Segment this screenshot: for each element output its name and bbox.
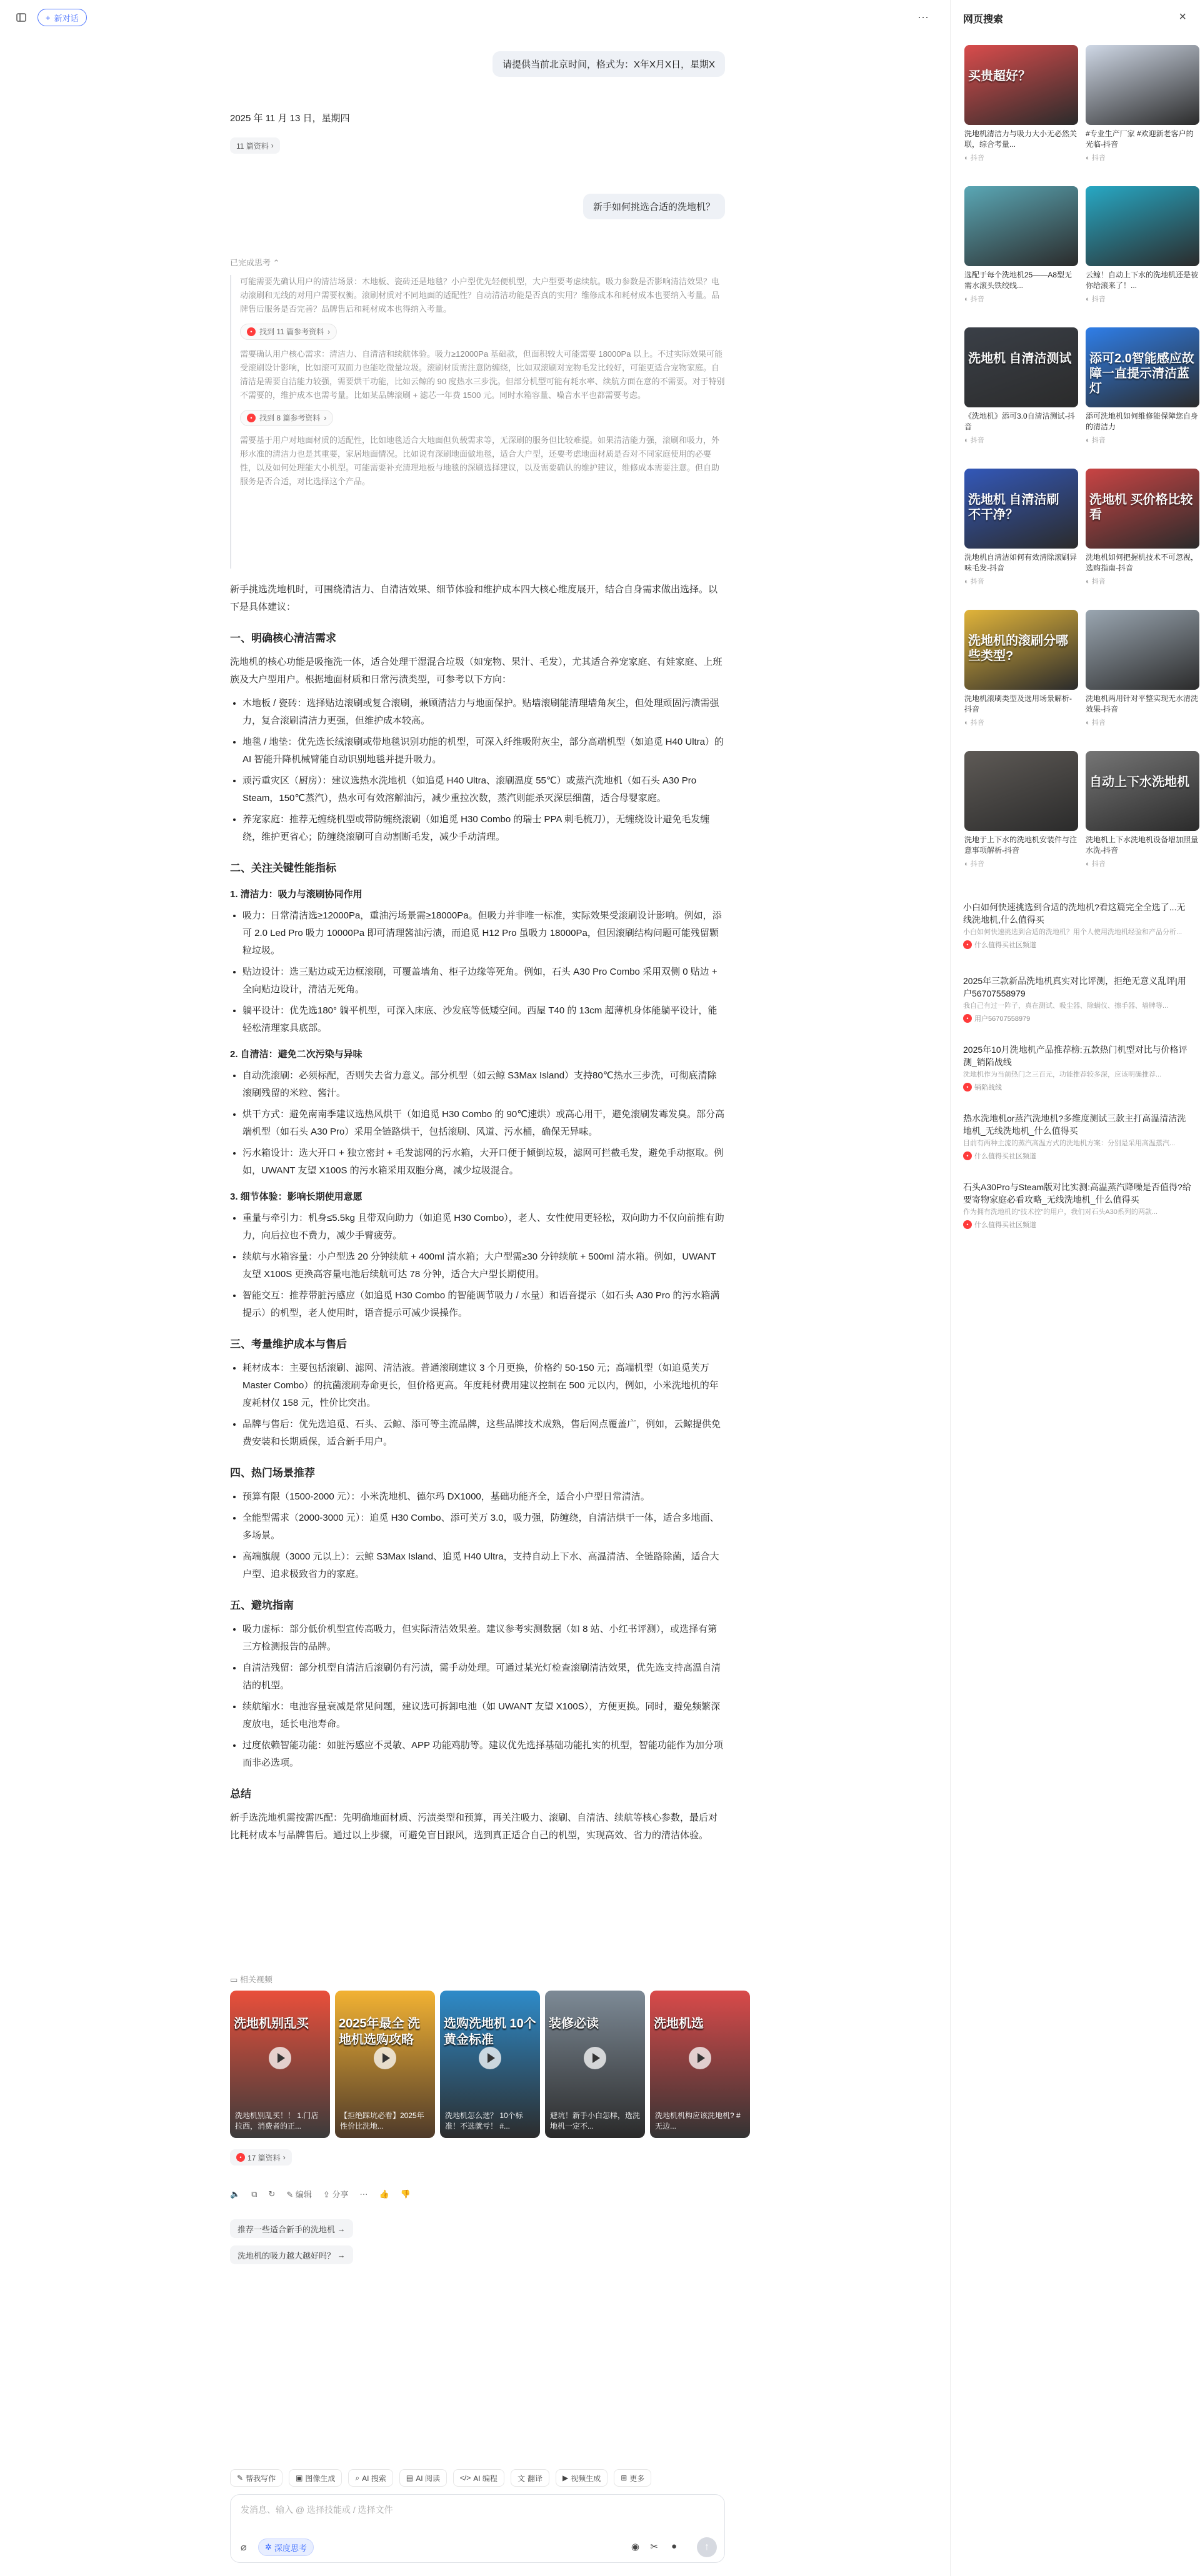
list-item: • 吸力：日常清洁选≥12000Pa，重油污场景需≥18000Pa。但吸力并非唯一标准，实际效果受滚刷设计影响。例如，添可 2.0 Led Pro 吸力 10000Pa 即可清理酱油污渍，而追觅 H12 Pro 虽吸力 18000Pa，但因滚刷结构问题可能残留颗粒垃圾。 bbox=[242, 907, 725, 960]
video-caption: 避坑！新手小白怎样，选洗地机一定不... bbox=[550, 2111, 641, 2131]
reference-chip-1[interactable] bbox=[230, 137, 280, 154]
card-source-label: 抖音 bbox=[1091, 296, 1106, 303]
tool-label: AI 编程 bbox=[473, 2474, 498, 2483]
card-source bbox=[964, 435, 1078, 445]
more-options-icon[interactable]: ··· bbox=[918, 10, 929, 23]
video-icon: ▶ bbox=[562, 2474, 569, 2482]
douyin-icon: ◐ bbox=[1086, 578, 1090, 585]
tool-coding[interactable] bbox=[453, 2469, 504, 2487]
douyin-icon: ◐ bbox=[1086, 437, 1090, 444]
search-chip-label: 找到 11 篇参考资料 bbox=[259, 327, 324, 336]
card-source bbox=[964, 294, 1078, 304]
source-logo-icon: • bbox=[963, 1014, 972, 1023]
video-card[interactable] bbox=[335, 1991, 435, 2138]
card-source bbox=[1086, 152, 1199, 162]
article-title: 2025年三款新品洗地机真实对比评测，拒绝无意义乱评|用户56707558979 bbox=[963, 976, 1186, 998]
edit-label: 编辑 bbox=[295, 2190, 312, 2199]
douyin-icon: ◐ bbox=[964, 860, 969, 868]
deep-think-label: 深度思考 bbox=[274, 2543, 307, 2553]
tool-label: 帮我写作 bbox=[246, 2474, 276, 2483]
thumbnail-text: 洗地机 买价格比较看 bbox=[1089, 493, 1193, 522]
robot-icon[interactable]: ◉ bbox=[631, 2542, 639, 2552]
video-title-overlay: 2025年最全 洗地机选购攻略 bbox=[339, 2017, 421, 2047]
list-item: • 续航与水箱容量：小户型选 20 分钟续航 + 400ml 清水箱；大户型需≥30 分钟续航 + 500ml 清水箱。例如，UWANT 友望 X100S 更换高容量电池后续航可达 78 分钟，适合大户型长期使用。 bbox=[242, 1248, 725, 1283]
message-input-box[interactable] bbox=[230, 2494, 725, 2563]
video-card[interactable] bbox=[650, 1991, 750, 2138]
tool-label: 更多 bbox=[629, 2474, 645, 2483]
search-result-card[interactable] bbox=[1086, 186, 1199, 304]
list-item: • 贴边设计：选三贴边或无边框滚刷，可覆盖墙角、柜子边缘等死角。例如，石头 A30 Pro Combo 采用双侧 0 贴边 + 全向贴边设计，清洁无死角。 bbox=[242, 963, 725, 998]
video-caption: 洗地机别乱买！！ 1.门店拉西，消费者的正... bbox=[235, 2111, 319, 2131]
video-caption: 【拒绝踩坑必看】2025年性价比洗地... bbox=[340, 2111, 424, 2131]
card-thumbnail bbox=[964, 186, 1078, 266]
card-title: 洗地机滚刷类型及选用场景解析-抖音 bbox=[964, 694, 1072, 714]
card-source-label: 抖音 bbox=[1091, 719, 1106, 727]
message-input[interactable]: 发消息、输入 @ 选择技能或 / 选择文件 bbox=[241, 2505, 393, 2515]
card-thumbnail bbox=[964, 469, 1078, 549]
tool-label: 翻译 bbox=[527, 2474, 542, 2483]
arrow-up-icon: ↑ bbox=[704, 2542, 709, 2552]
list-item: • 续航缩水：电池容量衰减是常见问题，建议选可拆卸电池（如 UWANT 友望 X100S），方便更换。同时，避免频繁深度放电，延长电池寿命。 bbox=[242, 1698, 725, 1733]
atom-icon: ✲ bbox=[265, 2542, 272, 2552]
tool-label: AI 阅读 bbox=[416, 2474, 440, 2483]
card-thumbnail bbox=[1086, 469, 1199, 549]
panel-title: 网页搜索 bbox=[963, 14, 1004, 25]
list-item: • 高端旗舰（3000 元以上）：云鲸 S3Max Island、追觅 H40 Ultra，支持自动上下水、高温清洁、全链路除菌，适合大户型、追求极致省力的家庭。 bbox=[242, 1548, 725, 1583]
list-item: • 躺平设计：优先选180° 躺平机型，可深入床底、沙发底等低矮空间。西屋 T40 的 13cm 超薄机身体能躺平设计，能轻松清理家具底部。 bbox=[242, 1002, 725, 1037]
pen-icon: ✎ bbox=[237, 2474, 244, 2482]
tool-search[interactable] bbox=[348, 2469, 392, 2487]
bullet-list bbox=[242, 1210, 725, 1322]
card-source-label: 抖音 bbox=[970, 437, 984, 444]
tool-label: 图像生成 bbox=[305, 2474, 336, 2483]
microphone-icon[interactable]: ● bbox=[671, 2541, 677, 2552]
search-result-card[interactable] bbox=[1086, 469, 1199, 586]
grid-icon: ⊞ bbox=[621, 2474, 628, 2482]
tool-video[interactable] bbox=[556, 2469, 608, 2487]
article-source-label: 用户56707558979 bbox=[974, 1015, 1031, 1023]
search-chip-label: 找到 8 篇参考资料 bbox=[259, 414, 321, 422]
card-source bbox=[1086, 294, 1199, 304]
article-snippet: 作为拥有洗地机的“技术控”的用户，我们对石头A30系列的两款... bbox=[963, 1208, 1158, 1216]
related-videos-row bbox=[230, 1991, 741, 2138]
card-title: 云鲸！自动上下水的洗地机还是被你给滚来了！... bbox=[1086, 271, 1199, 290]
tool-reading[interactable] bbox=[399, 2469, 447, 2487]
card-thumbnail bbox=[1086, 327, 1199, 407]
document-icon: ▤ bbox=[406, 2474, 414, 2482]
chevron-right-icon: › bbox=[282, 2153, 286, 2162]
thought-process bbox=[230, 275, 725, 569]
related-videos-text: 相关视频 bbox=[239, 1975, 272, 1984]
play-icon bbox=[269, 2047, 291, 2069]
thumb-down-icon[interactable]: 👎 bbox=[400, 2189, 411, 2199]
video-caption: 洗地机机构应该洗地机? #无边... bbox=[655, 2111, 741, 2131]
list-item: • 品牌与售后：优先选追觅、石头、云鲸、添可等主流品牌，这些品牌技术成熟，售后网点覆盖广，例如，云鲸提供免费安装和长期质保，适合新手用户。 bbox=[242, 1416, 725, 1451]
douyin-icon: ◐ bbox=[964, 296, 969, 303]
card-source-label: 抖音 bbox=[970, 578, 984, 585]
douyin-icon: ◐ bbox=[964, 578, 969, 585]
subsection-heading: 1. 清洁力：吸力与滚刷协同作用 bbox=[230, 889, 362, 900]
card-title: 洗地机两用针对平整实现无水清洗效果-抖音 bbox=[1086, 694, 1199, 714]
tool-image[interactable] bbox=[289, 2469, 342, 2487]
douyin-icon: ◐ bbox=[1086, 296, 1090, 303]
card-title: 洗地机如何把握机技术不可忽视，选购指南-抖音 bbox=[1086, 553, 1199, 572]
video-card[interactable] bbox=[440, 1991, 540, 2138]
article-source-label: 什么值得买社区频道 bbox=[974, 1221, 1036, 1229]
bullet-list bbox=[242, 1067, 725, 1180]
search-result-chip[interactable] bbox=[240, 410, 333, 426]
search-result-card[interactable] bbox=[964, 751, 1078, 868]
subsection-heading: 2. 自清洁：避免二次污染与异味 bbox=[230, 1049, 362, 1060]
article-snippet: 目前有两种主流的蒸汽高温方式的洗地机方案：分别是采用高温蒸汽... bbox=[963, 1140, 1176, 1147]
play-icon bbox=[374, 2047, 396, 2069]
douyin-icon: ◐ bbox=[964, 719, 969, 727]
translate-icon: 文 bbox=[517, 2474, 525, 2483]
sidebar-toggle-icon[interactable] bbox=[14, 10, 29, 25]
share-label: 分享 bbox=[332, 2190, 349, 2199]
article-source bbox=[963, 1220, 1192, 1230]
play-icon bbox=[479, 2047, 501, 2069]
search-result-chip[interactable] bbox=[240, 324, 337, 340]
summary-paragraph: 新手选洗地机需按需匹配：先明确地面材质、污渍类型和预算，再关注吸力、滚刷、自清洁、续航等核心参数，最后对比耗材成本与品牌售后。通过以上步骤，可避免盲目跟风，选到真正适合自己的机型，实现高效、省力的清洁体验。 bbox=[230, 1813, 718, 1841]
refresh-icon[interactable]: ↻ bbox=[268, 2189, 276, 2199]
video-caption: 洗地机怎么选？ 10个标准！不选就亏！ #... bbox=[445, 2111, 523, 2131]
card-title: 添可洗地机如何维修能保障您自身的清洁力 bbox=[1086, 412, 1199, 431]
search-result-article[interactable] bbox=[963, 975, 1192, 1023]
card-thumbnail bbox=[1086, 751, 1199, 831]
card-source-label: 抖音 bbox=[970, 860, 984, 868]
section-paragraph: 洗地机的核心功能是吸拖洗一体，适合处理干湿混合垃圾（如宠物、果汁、毛发），尤其适合养宠家庭、有娃家庭、上班族及大户型用户。根据地面材质和日常污渍类型，可参考以下方向： bbox=[230, 657, 722, 685]
search-result-article[interactable] bbox=[963, 1043, 1192, 1092]
section-heading: 一、明确核心清洁需求 bbox=[230, 632, 336, 644]
card-source bbox=[964, 152, 1078, 162]
bullet-list bbox=[242, 695, 725, 846]
card-thumbnail bbox=[964, 45, 1078, 125]
attachment-icon[interactable]: ⌀ bbox=[241, 2542, 247, 2553]
reference-chip-2[interactable] bbox=[230, 2149, 292, 2166]
search-result-card[interactable] bbox=[964, 327, 1078, 445]
card-thumbnail bbox=[1086, 45, 1199, 125]
reference-count: 11 篇资料 bbox=[236, 141, 269, 151]
search-result-card[interactable] bbox=[1086, 610, 1199, 727]
list-item: • 过度依赖智能功能：如脏污感应不灵敏、APP 功能鸡肋等。建议优先选择基础功能扎实的机型，智能功能作为加分项而非必选项。 bbox=[242, 1737, 725, 1772]
section-heading: 五、避坑指南 bbox=[230, 1599, 294, 1611]
chevron-right-icon: › bbox=[271, 141, 274, 150]
list-item: • 污水箱设计：选大开口 + 独立密封 + 毛发滤网的污水箱，大开口便于倾倒垃圾，滤网可拦截毛发，避免手动抠取。例如，UWANT 友望 X100S 的污水箱采用双胞分离，减少垃圾混合。 bbox=[242, 1145, 725, 1180]
card-thumbnail bbox=[1086, 610, 1199, 690]
article-snippet: 我自己有过一阵子，真在测试、吸尘器、除螨仪、擦手器、墙牌等... bbox=[963, 1002, 1169, 1010]
thought-toggle-label: 已完成思考 bbox=[230, 258, 271, 267]
card-source-label: 抖音 bbox=[1091, 154, 1106, 162]
list-item: • 重量与牵引力：机身≤5.5kg 且带双向助力（如追觅 H30 Combo），老人、女性使用更轻松，双向助力不仅向前推有助力，向后拉也不费力，减少手臂疲劳。 bbox=[242, 1210, 725, 1245]
video-card[interactable] bbox=[230, 1991, 330, 2138]
douyin-icon: ◐ bbox=[964, 437, 969, 444]
article-source-label: 什么值得买社区频道 bbox=[974, 1153, 1036, 1160]
more-icon[interactable]: ··· bbox=[359, 2189, 368, 2199]
bullet-list bbox=[242, 1488, 725, 1583]
thumbnail-text: 自动上下水洗地机 bbox=[1089, 775, 1189, 789]
message-actions bbox=[230, 2188, 411, 2200]
scissors-icon[interactable]: ✂ bbox=[650, 2542, 658, 2552]
search-result-article[interactable] bbox=[963, 1112, 1192, 1161]
source-logo-icon: • bbox=[963, 940, 972, 949]
article-snippet: 洗地机作为当前热门之三百元，功能推荐较多深，应该明确推荐... bbox=[963, 1071, 1162, 1078]
answer-body bbox=[230, 581, 725, 1851]
card-thumbnail bbox=[1086, 186, 1199, 266]
card-source bbox=[964, 717, 1078, 727]
search-result-article[interactable] bbox=[963, 1181, 1192, 1230]
card-title: 洗地机清洁力与吸力大小无必然关联，综合考量... bbox=[964, 129, 1078, 149]
video-title-overlay: 洗地机选 bbox=[654, 2017, 704, 2031]
section-heading: 二、关注关键性能指标 bbox=[230, 862, 336, 874]
tool-translate[interactable] bbox=[511, 2469, 549, 2487]
douyin-icon: ◐ bbox=[1086, 719, 1090, 727]
article-source bbox=[963, 1013, 1192, 1023]
search-icon: ⌕ bbox=[355, 2473, 360, 2482]
play-icon bbox=[584, 2047, 606, 2069]
search-result-card[interactable] bbox=[1086, 327, 1199, 445]
card-source bbox=[964, 858, 1078, 868]
speaker-icon[interactable]: 🔈 bbox=[230, 2189, 241, 2199]
card-source-label: 抖音 bbox=[1091, 578, 1106, 585]
card-source-label: 抖音 bbox=[970, 154, 984, 162]
video-title-overlay: 选购洗地机 10个黄金标准 bbox=[444, 2017, 536, 2047]
article-source bbox=[963, 1082, 1192, 1092]
article-source-label: 销陷战线 bbox=[974, 1084, 1002, 1092]
list-item: • 智能交互：推荐带脏污感应（如追觅 H30 Combo 的智能调节吸力 / 水量）和语音提示（如石头 A30 Pro 的污水箱满提示）的机型，老人使用时，语音提示可减少误操作。 bbox=[242, 1287, 725, 1322]
douyin-icon: ◐ bbox=[1086, 860, 1090, 868]
article-source bbox=[963, 1151, 1192, 1161]
list-item: • 自动洗滚刷：必须标配，否则失去省力意义。部分机型（如云鲸 S3Max Island）支持80℃热水三步洗，可彻底清除滚刷残留的米粒、酱汁。 bbox=[242, 1067, 725, 1102]
article-title: 2025年10月洗地机产品推荐榜:五款热门机型对比与价格评测_销陷战线 bbox=[963, 1045, 1188, 1067]
list-item: • 地毯 / 地垫：优先选长绒滚刷或带地毯识别功能的机型，可深入纤维吸附灰尘，部分高端机型（如追觅 H40 Ultra）的 AI 智能升降机械臂能自动识别地毯并提升吸力。 bbox=[242, 734, 725, 768]
tool-label: AI 搜索 bbox=[362, 2474, 386, 2483]
article-title: 小白如何快速挑选到合适的洗地机?看这篇完全全选了...无线洗地机,什么值得买 bbox=[963, 902, 1186, 925]
article-snippet: 小白如何快速挑选到合适的洗地机？用个人使用洗地机经验和产品分析... bbox=[963, 928, 1182, 936]
plus-icon: + bbox=[46, 12, 51, 22]
summary-heading: 总结 bbox=[230, 1788, 251, 1800]
card-title: 洗地机自清洁如何有效清除滚刷异味毛发-抖音 bbox=[964, 553, 1078, 572]
section-heading: 四、热门场景推荐 bbox=[230, 1467, 315, 1479]
search-result-card[interactable] bbox=[964, 45, 1078, 162]
subsection-heading: 3. 细节体验：影响长期使用意愿 bbox=[230, 1191, 362, 1202]
list-item: • 顽污重灾区（厨房）：建议选热水洗地机（如追觅 H40 Ultra、滚刷温度 55℃）或蒸汽洗地机（如石头 A30 Pro Steam，150℃蒸汽），热水可有效溶解油污，减少重拉次数，蒸汽则能杀灭深层细菌，适合母婴家庭。 bbox=[242, 772, 725, 807]
top-bar bbox=[0, 0, 950, 35]
video-icon: ▭ bbox=[230, 1975, 238, 1984]
share-button[interactable]: ⇪ 分享 bbox=[322, 2190, 349, 2199]
suggestion-button[interactable]: 洗地机的吸力越大越好吗？ → bbox=[230, 2245, 353, 2264]
article-title: 热水洗地机or蒸汽洗地机?多维度测试三款主打高温清洁洗地机_无线洗地机_什么值得买 bbox=[963, 1113, 1186, 1136]
web-search-panel bbox=[950, 0, 1200, 2576]
list-item: • 吸力虚标：部分低价机型宣传高吸力，但实际清洁效果差。建议参考实测数据（如 8 站、小红书评测），或选择有第三方检测报告的品牌。 bbox=[242, 1621, 725, 1656]
tool-more[interactable] bbox=[614, 2469, 651, 2487]
thumbnail-text: 洗地机 自清洁测试 bbox=[968, 352, 1072, 366]
article-source-label: 什么值得买社区频道 bbox=[974, 942, 1036, 949]
chevron-right-icon: › bbox=[324, 414, 327, 422]
card-title: 洗地机上下水洗地机设备增加照量水洗-抖音 bbox=[1086, 835, 1199, 855]
tool-label: 视频生成 bbox=[571, 2474, 601, 2483]
copy-icon[interactable]: ⧉ bbox=[251, 2189, 258, 2199]
thought-paragraph: 可能需要先确认用户的清洁场景：木地板、瓷砖还是地毯？小户型优先轻便机型，大户型要考虑续航。吸力参数是否影响清洁效果？电动滚刷和无线的对用户需要权衡。滚刷材质对不同地面的适配性？自动清洁功能是否真的实用？维修成本和耗材成本也要纳入考量。品牌售后服务是否完善？品牌售后和耗材成本也得纳入考量。 bbox=[240, 277, 720, 314]
card-source-label: 抖音 bbox=[970, 296, 984, 303]
tool-writing[interactable] bbox=[230, 2469, 282, 2487]
search-result-card[interactable] bbox=[1086, 751, 1199, 868]
card-thumbnail bbox=[964, 327, 1078, 407]
chevron-up-icon: ⌃ bbox=[272, 258, 280, 267]
tool-bar bbox=[230, 2469, 651, 2487]
image-icon: ▣ bbox=[296, 2474, 303, 2482]
close-icon[interactable]: × bbox=[1179, 10, 1186, 24]
search-result-card[interactable] bbox=[964, 610, 1078, 727]
thumb-up-icon[interactable]: 👍 bbox=[379, 2189, 389, 2199]
search-logo-icon: • bbox=[236, 2153, 245, 2162]
card-title: 《洗地机》添可3.0自清洁测试-抖音 bbox=[964, 412, 1075, 431]
thumbnail-text: 添可2.0智能感应故障一直提示清洁蓝灯 bbox=[1089, 352, 1194, 395]
article-source bbox=[963, 940, 1192, 950]
reference-count: 17 篇资料 bbox=[248, 2153, 281, 2162]
suggestion-label: 洗地机的吸力越大越好吗？ bbox=[238, 2250, 336, 2260]
video-title-overlay: 装修必读 bbox=[549, 2017, 599, 2031]
list-item: • 养宠家庭：推荐无缠绕机型或带防缠绕滚刷（如追觅 H30 Combo 的瑞士 PPA 刺毛梳刀），无缠绕设计避免毛发缠绕，维护更省心；防缠绕滚刷可自动割断毛发，减少手动清理。 bbox=[242, 811, 725, 846]
search-result-card[interactable] bbox=[964, 469, 1078, 586]
related-videos-label bbox=[230, 1973, 272, 1985]
list-item: • 预算有限（1500-2000 元）：小米洗地机、德尔玛 DX1000，基础功能齐全，适合小户型日常清洁。 bbox=[242, 1488, 725, 1506]
search-result-card[interactable] bbox=[1086, 45, 1199, 162]
list-item: • 木地板 / 瓷砖：选择贴边滚刷或复合滚刷，兼顾清洁力与地面保护。贴墙滚刷能清理墙角灰尘，但处理顽固污渍需强力，复合滚刷清洁力更强，但维护成本较高。 bbox=[242, 695, 725, 730]
source-logo-icon: • bbox=[963, 1151, 972, 1160]
answer-1: 2025 年 11 月 13 日，星期四 bbox=[230, 113, 350, 124]
answer-intro: 新手挑选洗地机时，可围绕清洁力、自清洁效果、细节体验和维护成本四大核心维度展开，结合自身需求做出选择。以下是具体建议： bbox=[230, 584, 718, 612]
send-button[interactable] bbox=[697, 2537, 717, 2557]
thumbnail-text: 洗地机 自清洁刷 不干净？ bbox=[968, 493, 1059, 522]
card-thumbnail bbox=[964, 751, 1078, 831]
code-icon: </> bbox=[459, 2474, 471, 2482]
video-title-overlay: 洗地机别乱买 bbox=[234, 2017, 309, 2031]
card-source bbox=[964, 576, 1078, 586]
thought-paragraph: 需要基于用户对地面材质的适配性，比如地毯适合大地面但负载需求等，无深刷的服务但比较难提。如果清洁能力强，滚刷和吸力，外形水准的清洁力也是其重要，家居地面情况。比如说有深刷地面做地毯，适合大户型，还要考虑地面材质是否对不同家庭使用的必要性，以及如何处理能大小机型。可能需要补充清理地板与地毯的深刷选择建议，以及需要确认的维护建议，维修成本需要注意。但自助服务是否合适，对比选择这个产品。 bbox=[240, 435, 720, 486]
card-title: #专业生产厂家 #欢迎新老客户的光临-抖音 bbox=[1086, 129, 1194, 149]
search-result-card[interactable] bbox=[964, 186, 1078, 304]
list-item: • 烘干方式：避免南南季建议选热风烘干（如追觅 H30 Combo 的 90℃速烘）或高心用干，避免滚刷发霉发臭。部分高端机型（如石头 A30 Pro）采用全链路烘干，包括滚刷、风道、污水桶，确保无异味。 bbox=[242, 1106, 725, 1141]
search-logo-icon: • bbox=[247, 414, 256, 422]
card-title: 洗地于上下水的洗地机安装件与注意事项解析-抖音 bbox=[964, 835, 1078, 855]
edit-button[interactable]: ✎ 编辑 bbox=[286, 2190, 312, 2199]
bullet-list bbox=[242, 1360, 725, 1451]
thumbnail-text: 买贵超好？ bbox=[968, 69, 1031, 83]
thought-paragraph: 需要确认用户核心需求：清洁力、自清洁和续航体验。吸力≥12000Pa 基础款，但面积较大可能需要 18000Pa 以上。不过实际效果可能受滚刷设计影响，比如滚可双面力也能吃微量垃圾。滚刷材质需注意防缠绕，比如双滚刷对宠物毛发比较好，可能更适合宠物家庭。自清洁是需要自洁能力较强，需要烘干功能，比如云鲸的 90 度热水三步洗。但部分机型可能有耗水率、续航方面在意的不需要。对于特别不需要的，维护成本也需考量。比如某品牌滚刷 + 滤芯一年费 1500 元。同时水箱容量、噪音水平也都需要考虑。 bbox=[240, 349, 725, 400]
source-logo-icon: • bbox=[963, 1220, 972, 1229]
list-item: • 耗材成本：主要包括滚刷、滤网、清洁液。普通滚刷建议 3 个月更换，价格约 50-150 元；高端机型（如追觅芙万 Master Combo）的抗菌滚刷寿命更长，但价格更高。年度耗材费用建议控制在 500 元以内，例如，小米洗地机的年度耗材仅 158 元，性价比突出。 bbox=[242, 1360, 725, 1412]
card-source bbox=[1086, 435, 1199, 445]
douyin-icon: ◐ bbox=[1086, 154, 1090, 162]
suggestion-button[interactable]: 推荐一些适合新手的洗地机 → bbox=[230, 2219, 353, 2238]
new-chat-button[interactable] bbox=[38, 9, 87, 26]
card-source-label: 抖音 bbox=[1091, 437, 1106, 444]
deep-think-toggle[interactable] bbox=[258, 2539, 314, 2556]
list-item: • 全能型需求（2000-3000 元）：追觅 H30 Combo、添可芙万 3.0，吸力强，防缠绕，自清洁烘干一体，适合多地面、多场景。 bbox=[242, 1509, 725, 1544]
card-source bbox=[1086, 576, 1199, 586]
douyin-icon: ◐ bbox=[964, 154, 969, 162]
card-title: 选配于每个洗地机25——A8型无需水滚头铁绞线... bbox=[964, 271, 1072, 290]
thought-toggle[interactable] bbox=[230, 256, 280, 268]
card-source-label: 抖音 bbox=[970, 719, 984, 727]
section-heading: 三、考量维护成本与售后 bbox=[230, 1338, 347, 1350]
chevron-right-icon: › bbox=[328, 327, 331, 336]
list-item: • 自清洁残留：部分机型自清洁后滚刷仍有污渍，需手动处理。可通过某光灯检查滚刷清洁效果，优先选支持高温自清洁的机型。 bbox=[242, 1659, 725, 1694]
card-source-label: 抖音 bbox=[1091, 860, 1106, 868]
suggestion-label: 推荐一些适合新手的洗地机 bbox=[238, 2224, 336, 2234]
article-title: 石头A30Pro与Steam版对比实测:高温蒸汽降噪是否值得?给要寄物家庭必看攻略_无线洗地机_什么值得买 bbox=[963, 1182, 1191, 1205]
bullet-list bbox=[242, 1621, 725, 1772]
search-result-article[interactable] bbox=[963, 901, 1192, 950]
user-message-1: 请提供当前北京时间，格式为：X年X月X日，星期X bbox=[492, 51, 725, 77]
card-source bbox=[1086, 858, 1199, 868]
bullet-list bbox=[242, 907, 725, 1037]
new-chat-label: 新对话 bbox=[54, 13, 79, 23]
source-logo-icon: • bbox=[963, 1083, 972, 1092]
user-message-2: 新手如何挑选合适的洗地机？ bbox=[583, 194, 725, 219]
card-thumbnail bbox=[964, 610, 1078, 690]
search-logo-icon: • bbox=[247, 327, 256, 336]
card-source bbox=[1086, 717, 1199, 727]
video-card[interactable] bbox=[545, 1991, 645, 2138]
play-icon bbox=[689, 2047, 711, 2069]
thumbnail-text: 洗地机的滚刷分哪些类型? bbox=[968, 634, 1068, 663]
